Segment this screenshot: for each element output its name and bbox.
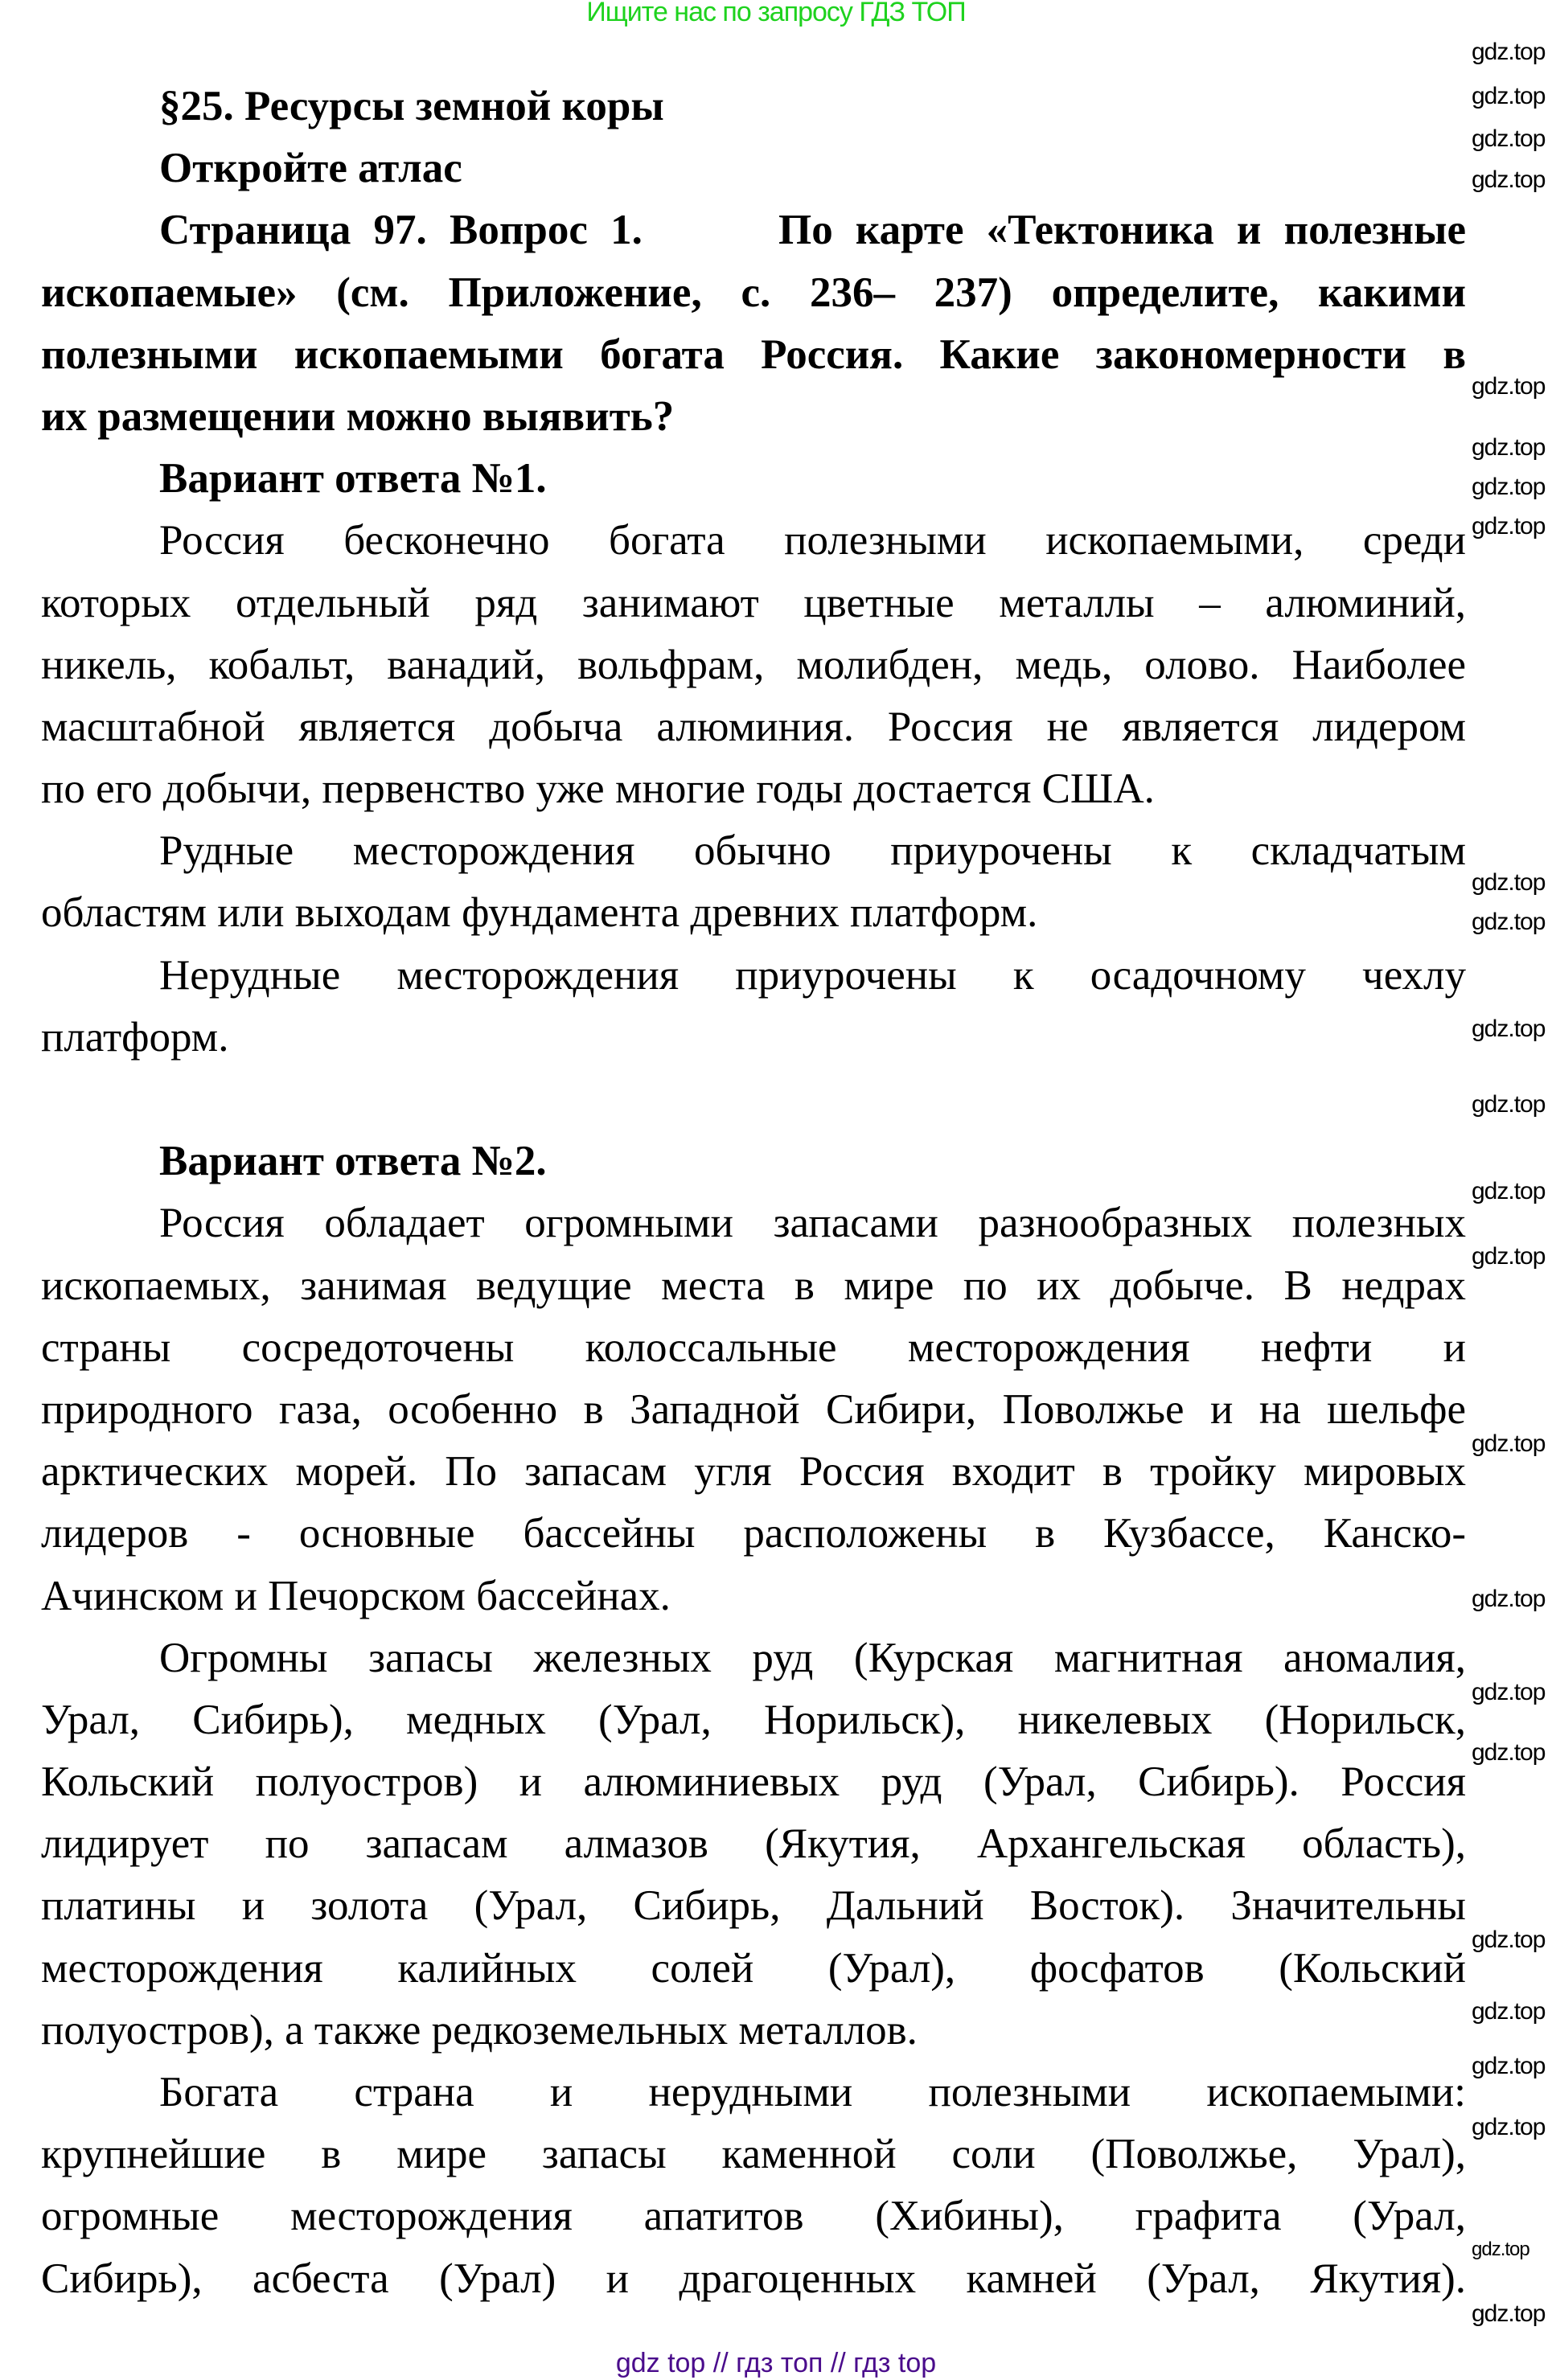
text-line [41,1875,1466,1937]
line-text: Ачинском и Печорском бассейнах. [41,1572,671,1619]
line-text: Страница 97. Вопрос 1. По карте «Тектоника и полезные [159,207,1466,254]
text-line [41,1317,1466,1379]
heading-line [41,199,1466,261]
watermark: gdz.top [1472,39,1546,65]
watermark: gdz.top [1472,474,1546,500]
watermark: gdz.top [1472,2238,1529,2260]
line-text: месторождения калийных солей (Урал), фосфатов (Кольский [41,1944,1466,1992]
line-text: крупнейшие в мире запасы каменной соли (Поволжье, Урал), [41,2131,1466,2178]
line-text: огромные месторождения апатитов (Хибины), графита (Урал, [41,2193,1466,2240]
watermark: gdz.top [1472,1243,1546,1270]
line-text: масштабной является добыча алюминия. Россия не является лидером [41,703,1466,750]
line-text: Нерудные месторождения приурочены к осадочному чехлу [159,951,1466,999]
search-banner: Ищите нас по запросу ГДЗ ТОП [586,0,966,27]
text-line [41,945,1466,1007]
line-text: областям или выходам фундамента древних платформ. [41,889,1038,937]
watermark: gdz.top [1472,83,1546,109]
line-text: Откройте атлас [159,145,462,192]
line-text: платины и золота (Урал, Сибирь, Дальний Восток). Значительны [41,1882,1466,1930]
document-body [41,76,1466,2310]
text-line [41,1007,1466,1069]
heading-line [41,324,1466,386]
text-line [41,1379,1466,1441]
watermark: gdz.top [1472,373,1546,400]
text-line [41,1938,1466,2000]
line-text: их размещении можно выявить? [41,392,675,440]
watermark: gdz.top [1472,1739,1546,1766]
line-text: Вариант ответа №1. [159,455,547,503]
line-text: Россия обладает огромными запасами разнообразных полезных [159,1200,1466,1247]
text-line [41,1813,1466,1875]
line-text: Рудные месторождения обычно приурочены к складчатым [159,827,1466,875]
line-text: Россия бесконечно богата полезными ископаемыми, среди [159,517,1466,564]
text-line [41,572,1466,634]
text-line [41,1751,1466,1813]
text-line [41,1565,1466,1627]
text-line [41,2248,1466,2310]
watermark: gdz.top [1472,1586,1546,1612]
watermark: gdz.top [1472,434,1546,461]
text-line [41,2124,1466,2185]
line-text: никель, кобальт, ванадий, вольфрам, молибден, медь, олово. Наиболее [41,641,1466,688]
watermark: gdz.top [1472,1016,1546,1042]
text-line [41,1689,1466,1751]
blank-line [41,1069,1466,1130]
line-text: §25. Ресурсы земной коры [159,83,664,129]
text-line [41,1441,1466,1503]
text-line [41,758,1466,820]
line-text: лидеров - основные бассейны расположены в Кузбассе, Канско- [41,1510,1466,1557]
watermark: gdz.top [1472,909,1546,935]
footer-banner: gdz top // гдз топ // гдз top [615,2348,937,2378]
line-text: Сибирь), асбеста (Урал) и драгоценных камней (Урал, Якутия). [41,2255,1466,2302]
line-text: Огромны запасы железных руд (Курская магнитная аномалия, [159,1634,1466,1681]
line-text: страны сосредоточены колоссальные месторождения нефти и [41,1323,1466,1371]
line-text: которых отдельный ряд занимают цветные металлы – алюминий, [41,579,1466,626]
line-text: полезными ископаемыми богата Россия. Какие закономерности в [41,330,1466,378]
text-line [41,1627,1466,1689]
text-line [41,696,1466,758]
line-text: Урал, Сибирь), медных (Урал, Норильск), никелевых (Норильск, [41,1696,1466,1743]
text-line [41,1192,1466,1254]
line-text: лидирует по запасам алмазов (Якутия, Архангельская область), [41,1820,1466,1868]
line-text: полуостров), а также редкоземельных металлов. [41,2006,918,2054]
heading-line [41,386,1466,448]
line-text: природного газа, особенно в Западной Сибири, Поволжье и на шельфе [41,1385,1466,1433]
line-text: по его добычи, первенство уже многие годы достается США. [41,765,1155,813]
text-line [41,1503,1466,1565]
watermark: gdz.top [1472,166,1546,193]
line-text: арктических морей. По запасам угля Россия входит в тройку мировых [41,1448,1466,1496]
heading-line [41,1130,1466,1192]
line-text: платформ. [41,1013,229,1061]
line-text: ископаемые» (см. Приложение, с. 236– 237) определите, какими [41,269,1466,316]
watermark: gdz.top [1472,1091,1546,1118]
text-line [41,820,1466,882]
line-text: Богата страна и нерудными полезными ископаемыми: [159,2069,1466,2115]
watermark: gdz.top [1472,1178,1546,1204]
line-text: Кольский полуостров) и алюминиевых руд (Урал, Сибирь). Россия [41,1758,1466,1806]
heading-line [41,76,1466,137]
watermark: gdz.top [1472,125,1546,152]
text-line [41,634,1466,696]
text-line [41,2185,1466,2247]
heading-line [41,137,1466,199]
watermark: gdz.top [1472,2053,1546,2079]
heading-line [41,448,1466,510]
text-line [41,2000,1466,2062]
line-text: ископаемых, занимая ведущие места в мире по их добыче. В недрах [41,1262,1466,1309]
text-line [41,882,1466,944]
watermark: gdz.top [1472,1430,1546,1457]
text-line [41,1255,1466,1317]
line-text: Вариант ответа №2. [159,1138,547,1185]
watermark: gdz.top [1472,1998,1546,2025]
text-line [41,510,1466,572]
watermark: gdz.top [1472,2300,1546,2327]
watermark: gdz.top [1472,869,1546,896]
watermark: gdz.top [1472,1679,1546,1705]
heading-line [41,262,1466,324]
text-line [41,2062,1466,2124]
watermark: gdz.top [1472,2114,1546,2140]
watermark: gdz.top [1472,1927,1546,1953]
watermark: gdz.top [1472,513,1546,540]
